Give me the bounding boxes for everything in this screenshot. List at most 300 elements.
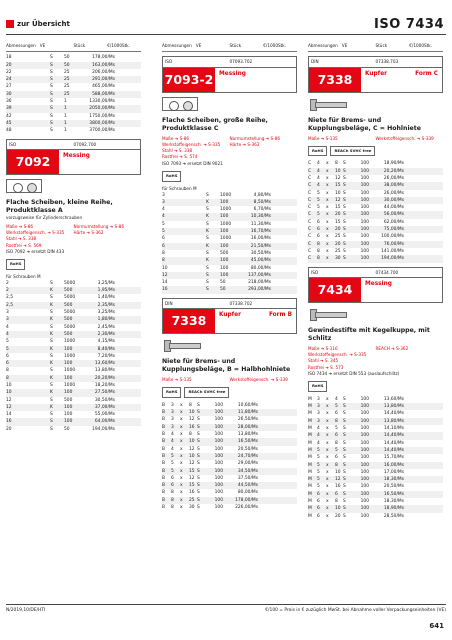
table-cell: 12 [6,404,12,410]
table-cell: x [326,418,329,424]
table-cell: 6 [6,353,9,359]
table-cell: 55,00/Ms [94,412,115,418]
table-cell: K [206,214,209,220]
table-cell: C [308,183,312,189]
table-cell: 3 [317,404,320,410]
table-cell: 3 [162,199,165,205]
table-row [6,404,141,411]
table-row [162,206,297,213]
table-cell: S [50,84,53,90]
table-cell: 100 [360,484,369,490]
table-cell: 34,50/Ms [237,468,258,474]
table-cell: 100 [64,419,73,425]
table-cell: 8 [317,256,320,262]
table-cell: 12 [335,477,341,483]
table-cell: 15 [189,468,195,474]
table-cell: M [308,462,312,468]
table-row [162,402,297,409]
table-cell: 10 [6,390,12,396]
price-table [308,160,443,262]
table-cell: 5 [317,197,320,203]
table-cell: 500 [64,397,73,403]
table-cell: 8 [317,248,320,254]
table-cell: 6,70/Ms [253,207,271,213]
table-cell: S [197,446,200,452]
reach-icon: REACh SVHC free [330,146,375,157]
table-cell: 2 [6,288,9,294]
table-cell: 6 [317,491,320,497]
table-cell: 5000 [64,295,76,301]
table-cell: x [180,446,183,452]
table-cell: 1,80/Ms [97,317,115,323]
table-cell: 8 [317,241,320,247]
table-cell: 2,5 [6,302,13,308]
price-table [6,54,141,134]
table-cell: 8 [171,497,174,503]
table-cell: 10 [335,190,341,196]
table-cell: 137,00/Ms [248,272,271,278]
table-cell: x [326,248,329,254]
table-cell: 100 [360,498,369,504]
table-cell: S [50,339,53,345]
back-to-overview-link[interactable] [6,20,70,28]
table-cell: S [50,120,53,126]
table-cell: S [343,175,346,181]
price-table [162,402,297,511]
table-cell: 6 [6,361,9,367]
table-cell: 500 [64,288,73,294]
table-cell: 100 [64,412,73,418]
table-cell: 194,00/Ms [92,426,115,432]
table-cell: M [308,426,312,432]
table-cell: 12 [189,417,195,423]
table-cell: 8 [335,418,338,424]
table-row [6,113,141,120]
table-cell: 5 [335,426,338,432]
table-cell: x [326,256,329,262]
table-cell: M [308,469,312,475]
table-cell: 1000 [220,221,232,227]
table-row [6,418,141,425]
table-row [162,199,297,206]
table-cell: 100 [214,468,223,474]
table-row [6,316,141,323]
table-cell: 10 [6,383,12,388]
table-cell: S [343,212,346,218]
table-cell: 1 [64,106,67,112]
table-cell: 100 [220,272,229,278]
table-cell: S [206,287,209,293]
table-cell: 28,00/Ms [237,424,258,430]
table-cell: 5 [317,469,320,475]
reach-icon: REACh SVHC free [184,387,229,398]
table-row [308,483,443,490]
table-row [308,204,443,211]
table-row [6,367,141,374]
table-row [308,226,443,233]
table-cell: 3 [171,424,174,430]
table-cell: x [326,197,329,203]
article-badge: 7093-2 [163,68,215,92]
table-cell: 14 [162,280,168,286]
table-cell: 21,50/Ms [250,243,271,249]
table-cell: 6 [317,513,320,519]
table-row [6,360,141,367]
reference-links: Maße ➔ S-116 REACH ➔ S-362 Werkstoffeigensch. ➔ S-335 Stahl ➔ S. 345 Rostfrei ➔ S. 573 ISO 7434 ➔ ersetzt DIN 553 (auslaufschlitz) [308,345,409,377]
table-cell: 100 [360,506,369,512]
table-cell: 100 [360,205,369,211]
table-row [308,241,443,248]
table-cell: x [180,504,183,510]
table-cell: 4 [317,426,320,432]
article-block: DIN 07338.702 7338 Kupfer Form B [162,298,297,334]
table-cell: 3 [317,411,320,417]
table-cell: 178,00/Ms [235,497,258,503]
table-cell: 4 [317,440,320,446]
rivet-image [162,338,212,352]
table-cell: M [308,447,312,453]
table-row [162,235,297,242]
table-row [308,491,443,498]
table-cell: 1750,00/Ms [89,113,115,119]
table-cell: 30 [6,91,12,97]
table-cell: 4 [317,168,320,174]
table-cell: 44,50/Ms [237,483,258,489]
table-row [6,389,141,396]
article-block: ISO 07093.702 7093-2 Messing [162,56,297,92]
table-cell: 4 [317,183,320,189]
table-cell: 24 [6,77,12,83]
table-cell: 6 [335,491,338,497]
table-cell: x [326,411,329,417]
table-row [308,440,443,447]
table-cell: 5 [317,455,320,461]
table-head: Abmessungen VE Stück €/1000Stk. [308,42,443,52]
reference-links: Maße ➔ S-86 Normumstellung ➔ S-86 Werkstoffeigensch. ➔ S-335 Härte ➔ S-362 Stahl ➔ S. 338 Rostfrei ➔ S. 569 ISO 7092 ➔ ersetzt DIN 433 [6,223,125,255]
table-cell: 2 [6,280,9,286]
table-row [162,221,297,228]
table-cell: S [206,221,209,227]
table-cell: x [326,498,329,504]
table-cell: 18,90/Ms [383,161,404,167]
table-cell: S [50,397,53,403]
table-cell: x [326,190,329,196]
table-cell: 100 [360,161,369,167]
table-cell: 100 [360,426,369,432]
table-cell: 24,70/Ms [237,453,258,459]
table-cell: 6 [162,243,165,249]
table-cell: 100 [360,190,369,196]
table-cell: 8 [335,498,338,504]
table-row [308,476,443,483]
table-cell: 3 [171,402,174,408]
material-label: Kupfer [365,70,387,77]
table-row [308,462,443,469]
table-cell: x [326,506,329,512]
table-cell: K [50,317,53,323]
table-cell: 16,70/Ms [250,229,271,235]
table-cell: 206,00/Ms [92,69,115,75]
table-row [6,324,141,331]
table-cell: S [206,207,209,213]
page-number: 641 [429,622,444,630]
table-cell: S [50,69,53,75]
table-cell: 17,00/Ms [383,469,404,475]
table-row [162,213,297,220]
table-row [308,469,443,476]
rohs-icon: RoHS [162,387,181,398]
table-cell: 14,40/Ms [383,411,404,417]
table-cell: 1 [64,120,67,126]
table-cell: 6 [317,227,320,233]
table-cell: M [308,440,312,446]
table-cell: K [50,302,53,308]
table-cell: 16 [189,424,195,430]
table-cell: 2,5 [6,295,13,301]
size-note: für Schrauben M [162,185,197,191]
table-cell: S [50,62,53,68]
table-cell: 30,50/Ms [250,250,271,256]
product-heading: Flache Scheiben, kleine Reihe, Produktklasse A [6,198,113,214]
price-table [308,396,443,520]
table-row [308,418,443,425]
table-cell: 5 [317,190,320,196]
table-cell: 12 [335,197,341,203]
table-cell: S [197,483,200,489]
table-cell: S [343,469,346,475]
table-cell: S [343,256,346,262]
table-cell: 1,95/Ms [97,288,115,294]
table-cell: S [343,498,346,504]
table-cell: S [343,168,346,174]
table-cell: 80,00/Ms [250,265,271,271]
table-row [162,243,297,250]
table-row [162,482,297,489]
table-row [162,489,297,496]
table-cell: 6 [317,506,320,512]
table-cell: 100 [360,227,369,233]
table-cell: B [162,417,166,423]
table-cell: 1 [64,128,67,134]
table-cell: S [343,513,346,519]
table-cell: 12 [189,461,195,467]
reference-links: Maße ➔ S-135 Werkstoffeigensch. ➔ S-339 [308,135,434,141]
table-cell: 30 [335,256,341,262]
table-cell: 100,00/Ms [381,234,404,240]
size-note: für Schrauben M [6,273,41,279]
table-cell: 100 [360,197,369,203]
table-cell: C [308,256,312,262]
table-cell: S [343,234,346,240]
table-cell: 30,50/Ms [94,397,115,403]
table-cell: S [343,404,346,410]
table-cell: 3,25/Ms [97,310,115,316]
table-cell: C [308,205,312,211]
table-row [6,309,141,316]
table-row [162,286,297,293]
table-cell: 4 [171,439,174,445]
table-cell: S [343,440,346,446]
table-cell: 12 [6,397,12,403]
table-cell: x [180,475,183,481]
reference-links: Maße ➔ S-135 Werkstoffeigensch. ➔ S-339 [162,377,288,383]
table-cell: K [50,288,53,294]
table-cell: S [206,265,209,271]
table-cell: 500 [64,302,73,308]
form-label: Form B [268,312,292,319]
table-row [162,192,297,199]
table-head: Abmessungen VE Stück €/1000Stk. [6,42,141,52]
table-cell: S [50,280,53,286]
table-cell: M [308,396,312,402]
table-cell: S [206,236,209,242]
page-header [6,14,446,36]
table-cell: 100 [360,513,369,519]
table-cell: B [162,453,166,459]
table-row [308,513,443,520]
table-cell: 100 [360,175,369,181]
table-cell: B [162,439,166,445]
table-cell: 4 [317,175,320,181]
table-cell: 5 [171,461,174,467]
table-cell: 5 [317,205,320,211]
table-cell: 27,50/Ms [94,390,115,396]
table-cell: 100 [220,243,229,249]
table-cell: 5 [162,229,165,235]
table-cell: 38,00/Ms [383,183,404,189]
table-cell: 291,00/Ms [92,77,115,83]
table-cell: 1330,00/Ms [89,99,115,105]
table-cell: 100 [64,346,73,352]
table-cell: 20,20/Ms [94,375,115,381]
table-cell: S [343,227,346,233]
table-cell: 4 [171,446,174,452]
table-cell: M [308,477,312,483]
table-cell: S [197,417,200,423]
home-icon [6,20,14,28]
table-cell: 3,25/Ms [97,280,115,286]
table-cell: B [162,504,166,510]
table-cell: 20,50/Ms [237,446,258,452]
table-row [6,98,141,105]
table-row [6,83,141,90]
table-cell: 1000 [220,192,232,198]
table-cell: S [197,424,200,430]
table-cell: 20 [335,227,341,233]
table-cell: x [326,484,329,490]
table-cell: x [326,396,329,402]
table-row [308,454,443,461]
table-cell: 30 [189,504,195,510]
table-cell: 20 [6,426,12,432]
table-cell: C [308,161,312,167]
table-cell: 2050,00/Ms [89,106,115,112]
table-cell: 10 [189,453,195,459]
table-cell: 6 [171,475,174,481]
table-cell: 25 [64,69,70,75]
table-cell: 100 [360,404,369,410]
table-cell: 100 [360,168,369,174]
table-cell: 100 [214,490,223,496]
table-cell: 20,50/Ms [383,484,404,490]
table-cell: K [206,258,209,264]
rohs-icon: RoHS [6,259,25,270]
table-cell: S [206,280,209,286]
table-cell: x [326,426,329,432]
table-cell: 3700,00/Ms [89,128,115,134]
table-cell: 28,50/Ms [383,513,404,519]
table-cell: S [206,272,209,278]
table-cell: S [343,484,346,490]
table-cell: 100 [360,491,369,497]
table-cell: 293,00/Ms [248,287,271,293]
table-cell: 8,40/Ms [97,346,115,352]
table-cell: 4 [317,433,320,439]
table-cell: 100 [220,265,229,271]
table-cell: 100 [220,214,229,220]
table-cell: 100 [64,404,73,410]
table-row [162,438,297,445]
table-cell: C [308,241,312,247]
table-cell: 4 [6,324,9,330]
table-cell: x [326,513,329,519]
table-cell: 12 [189,475,195,481]
table-cell: 1000 [64,353,76,359]
table-cell: 100 [214,410,223,416]
table-cell: 12 [162,272,168,278]
table-cell: 100 [64,390,73,396]
table-cell: 100 [214,432,223,438]
table-cell: 4 [317,161,320,167]
table-row [308,190,443,197]
table-row [162,424,297,431]
table-cell: 100 [214,461,223,467]
table-cell: M [308,455,312,461]
table-cell: K [50,404,53,410]
table-row [162,265,297,272]
table-cell: B [162,497,166,503]
footer-code: N/2019,10/DE/HTI [6,608,46,613]
table-cell: x [180,439,183,445]
table-row [162,431,297,438]
table-row [308,160,443,167]
table-cell: 100 [214,475,223,481]
table-cell: 500 [220,250,229,256]
table-cell: S [197,497,200,503]
table-cell: 15 [335,183,341,189]
table-cell: x [326,447,329,453]
table-cell: 1000 [64,339,76,345]
table-row [162,257,297,264]
table-cell: 588,00/Ms [92,91,115,97]
table-cell: 100 [214,402,223,408]
product-heading: Flache Scheiben, große Reihe, Produktklasse C [162,116,268,132]
table-row [308,233,443,240]
table-cell: 6 [171,483,174,489]
table-row [308,505,443,512]
table-cell: 100 [220,229,229,235]
table-cell: 15 [335,205,341,211]
table-cell: S [50,368,53,374]
table-cell: 4 [335,396,338,402]
table-cell: 18,30/Ms [383,498,404,504]
table-cell: 100 [360,241,369,247]
table-cell: 50 [220,280,226,286]
table-cell: x [180,461,183,467]
table-cell: C [308,168,312,174]
table-cell: K [206,229,209,235]
table-cell: C [308,175,312,181]
